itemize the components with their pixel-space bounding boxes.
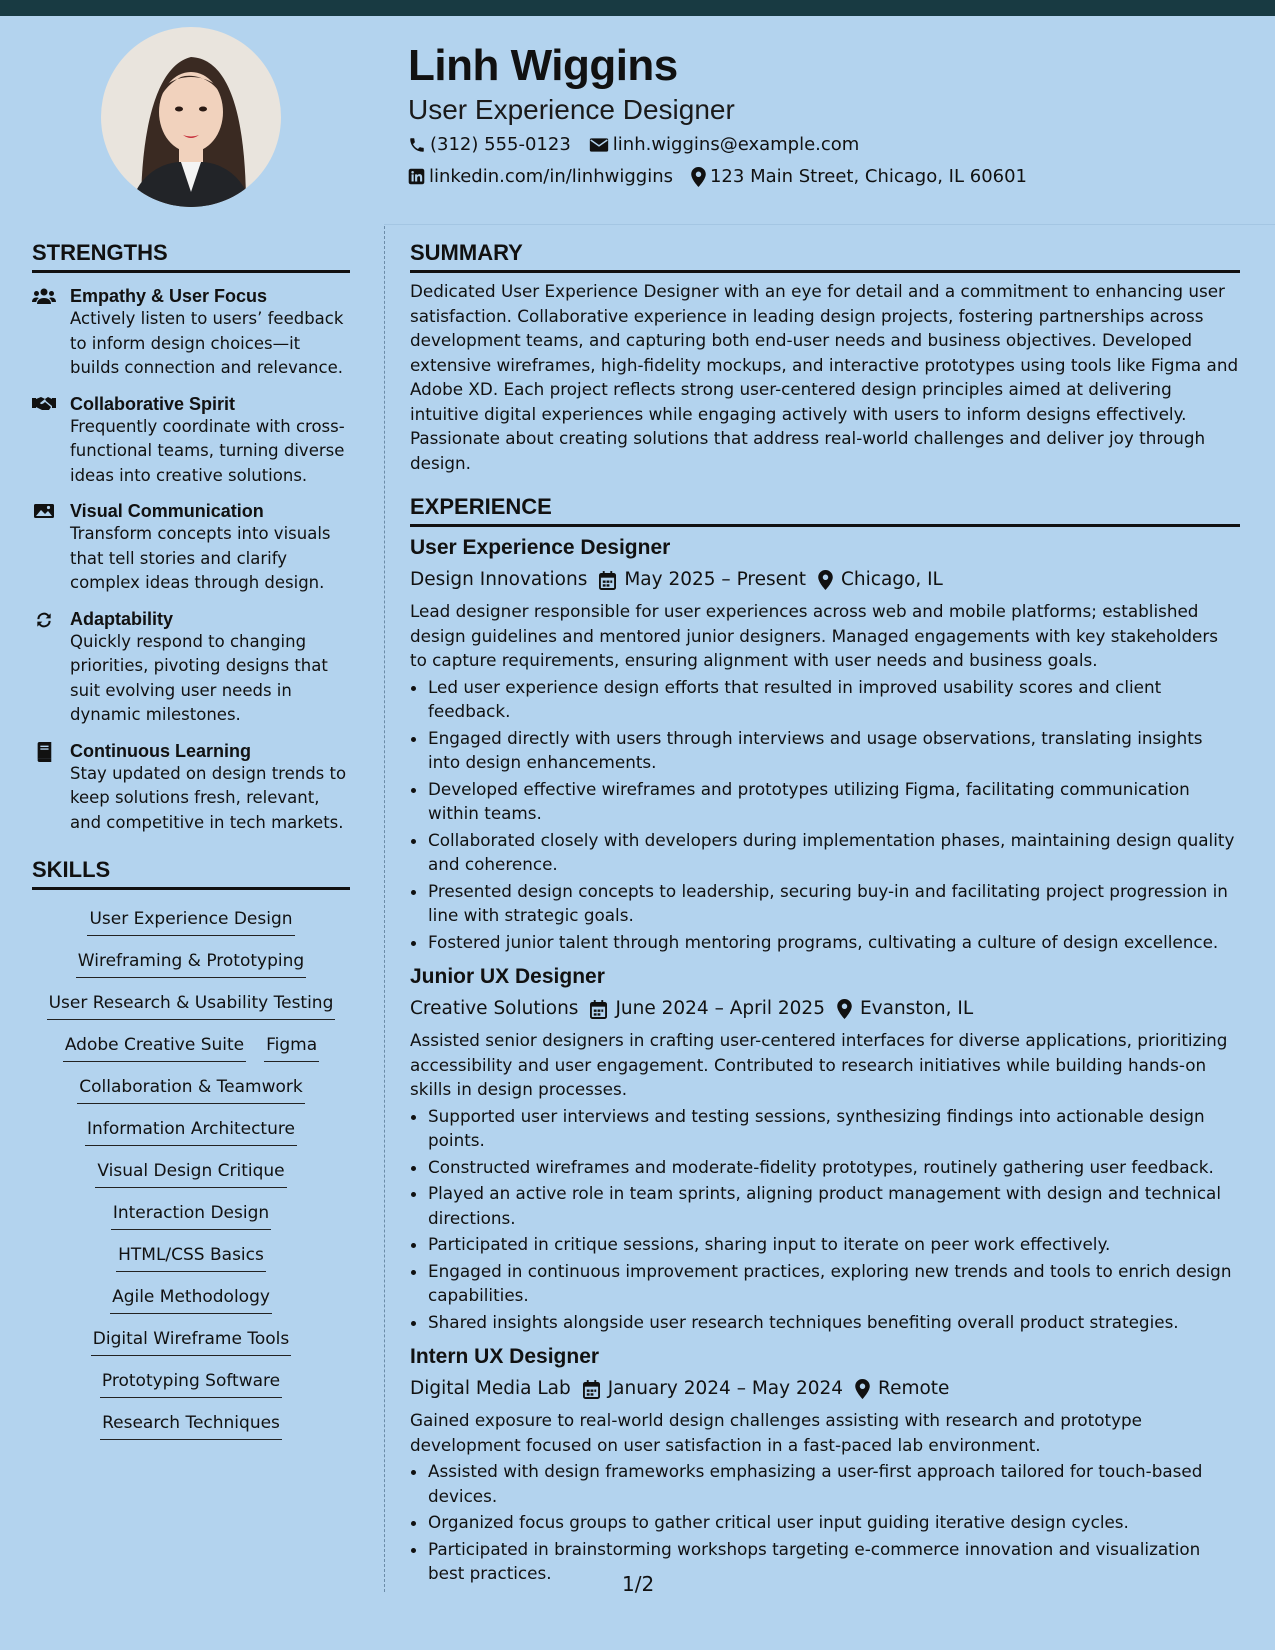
bullet-item: • Presented design concepts to leadership, securing buy-in and facilitating project progression in line with strategic goals. [428, 879, 1240, 928]
calendar-icon [590, 1000, 607, 1019]
bullet-item: • Played an active role in team sprints, aligning product management with design and technical directions. [428, 1181, 1240, 1230]
skill-tag: Research Techniques [100, 1408, 282, 1440]
calendar-icon [583, 1380, 600, 1399]
skill-tag: Interaction Design [111, 1198, 271, 1230]
job-entry [410, 1344, 1240, 1586]
address-text: 123 Main Street, Chicago, IL 60601 [709, 166, 1027, 187]
job-description: Assisted senior designers in crafting user-centered interfaces for diverse applications, prioritizing accessibility and user engagement. Contributed to research initiatives while building hands-on skills in design processes. [410, 1030, 1228, 1099]
profile-photo [101, 27, 281, 207]
skill-tag: Prototyping Software [100, 1366, 282, 1398]
skills-list [32, 894, 350, 1440]
skill-tag: Adobe Creative Suite [63, 1030, 246, 1062]
map-pin-icon [855, 1379, 870, 1399]
email-text: linh.wiggins@example.com [612, 134, 860, 155]
image-icon [32, 502, 56, 522]
linkedin-text: linkedin.com/in/linhwiggins [429, 166, 673, 187]
job-bullets [410, 1459, 1240, 1586]
job-location: Chicago, IL [840, 569, 943, 590]
strength-desc: Quickly respond to changing priorities, pivoting designs that suit evolving user needs in dynamic milestones. [70, 631, 328, 724]
strength-title: Collaborative Spirit [70, 393, 236, 414]
job-dates: May 2025 – Present [624, 569, 806, 590]
job-bullets [410, 1104, 1240, 1335]
candidate-role: User Experience Designer [408, 94, 735, 125]
map-pin-icon [818, 570, 833, 590]
phone-text: (312) 555-0123 [430, 134, 571, 155]
map-pin-icon [837, 999, 852, 1019]
bullet-item: • Organized focus groups to gather critical user input guiding iterative design cycles. [428, 1510, 1240, 1535]
bullet-item: • Assisted with design frameworks emphasizing a user-first approach tailored for touch-based devices. [428, 1459, 1240, 1508]
linkedin-contact[interactable] [408, 166, 673, 187]
bullet-item: • Participated in critique sessions, sharing input to iterate on peer work effectively. [428, 1232, 1240, 1257]
strength-item [32, 740, 350, 836]
calendar-icon [599, 571, 616, 590]
top-bar [0, 0, 1275, 16]
bullet-item: • Participated in brainstorming workshops targeting e-commerce innovation and visualization best practices. [428, 1537, 1240, 1586]
job-title: Intern UX Designer [410, 1345, 600, 1368]
phone-icon [408, 136, 426, 154]
left-column [32, 240, 350, 1440]
bullet-item: • Shared insights alongside user research techniques benefiting overall product strategies. [428, 1310, 1240, 1335]
linkedin-icon [408, 168, 425, 185]
strength-item [32, 500, 350, 596]
skill-tag: Digital Wireframe Tools [91, 1324, 291, 1356]
column-divider [384, 226, 385, 1592]
skill-tag: Collaboration & Teamwork [77, 1072, 304, 1104]
job-company: Design Innovations [410, 569, 588, 590]
bullet-item: • Fostered junior talent through mentoring programs, cultivating a culture of design excellence. [428, 930, 1240, 955]
header-separator [384, 224, 1275, 225]
job-location: Evanston, IL [859, 998, 974, 1019]
sync-icon [32, 610, 56, 630]
job-description: Lead designer responsible for user experiences across web and mobile platforms; established design guidelines and mentored junior designers. Managed engagements with key stakeholders to capture requirements, ensuring alignment with user needs and business goals. [410, 601, 1218, 670]
summary-heading: SUMMARY [410, 240, 1240, 273]
experience-heading: EXPERIENCE [410, 494, 1240, 527]
job-title: Junior UX Designer [410, 965, 605, 988]
skill-tag: Agile Methodology [110, 1282, 272, 1314]
bullet-item: • Constructed wireframes and moderate-fidelity prototypes, routinely gathering user feedback. [428, 1155, 1240, 1180]
strength-desc: Transform concepts into visuals that tell stories and clarify complex ideas through design. [70, 524, 331, 592]
skill-tag: User Research & Usability Testing [47, 988, 336, 1020]
job-meta [410, 567, 1240, 593]
address-contact [691, 166, 1027, 187]
contact-row-1 [408, 134, 877, 155]
strength-title: Empathy & User Focus [70, 286, 268, 306]
job-bullets [410, 675, 1240, 955]
page-number: 1/2 [622, 1572, 655, 1596]
candidate-name: Linh Wiggins [408, 41, 678, 90]
bullet-item: • Supported user interviews and testing sessions, synthesizing findings into actionable design points. [428, 1104, 1240, 1153]
bullet-item: • Led user experience design efforts that resulted in improved usability scores and client feedback. [428, 675, 1240, 724]
strength-title: Continuous Learning [70, 740, 251, 761]
strength-desc: Stay updated on design trends to keep solutions fresh, relevant, and competitive in tech markets. [70, 763, 347, 832]
strength-desc: Actively listen to users’ feedback to inform design choices—it builds connection and relevance. [70, 309, 344, 377]
strength-item [32, 608, 350, 728]
job-meta [410, 1376, 1240, 1402]
strengths-heading: STRENGTHS [32, 240, 350, 273]
job-location: Remote [878, 1378, 950, 1399]
strength-desc: Frequently coordinate with cross-functional teams, turning diverse ideas into creative solutions. [70, 416, 345, 485]
bullet-item: • Engaged directly with users through interviews and usage observations, translating insights into design enhancements. [428, 726, 1240, 775]
skill-tag: Information Architecture [85, 1114, 297, 1146]
job-description: Gained exposure to real-world design challenges assisting with research and prototype development focused on user satisfaction in a fast-paced lab environment. [410, 1410, 1143, 1455]
envelope-icon [589, 137, 609, 153]
job-title: User Experience Designer [410, 536, 671, 559]
contact-row-2 [408, 166, 1045, 187]
job-dates: January 2024 – May 2024 [607, 1378, 844, 1399]
skill-tag: Visual Design Critique [95, 1156, 286, 1188]
book-icon [32, 742, 56, 762]
strength-title: Adaptability [70, 608, 174, 629]
job-entry [410, 964, 1240, 1334]
job-company: Creative Solutions [410, 998, 579, 1019]
strength-title: Visual Communication [70, 501, 264, 521]
skill-tag: Wireframing & Prototyping [76, 946, 306, 978]
skill-tag: Figma [264, 1030, 319, 1062]
bullet-item: • Collaborated closely with developers during implementation phases, maintaining design quality and coherence. [428, 828, 1240, 877]
skill-tag: HTML/CSS Basics [116, 1240, 266, 1272]
job-dates: June 2024 – April 2025 [615, 998, 825, 1019]
phone-contact [408, 134, 571, 155]
users-icon [32, 287, 56, 307]
job-company: Digital Media Lab [410, 1378, 571, 1399]
skills-heading: SKILLS [32, 857, 350, 890]
right-column [410, 240, 1240, 1586]
map-pin-icon [691, 167, 706, 187]
email-contact[interactable] [589, 134, 860, 155]
job-meta [410, 996, 1240, 1022]
summary-text: Dedicated User Experience Designer with an eye for detail and a commitment to enhancing user satisfaction. Collaborative experience in leading design projects, fostering partnerships across development teams, and capturing both end-user needs and business objectives. Developed extensive wireframes, high-fidelity mockups, and interactive prototypes using tools like Figma and Adobe XD. Each project reflects strong user-centered design principles aimed at delivering intuitive digital experiences while engaging actively with users to inform designs effectively. Passionate about creating solutions that address real-world challenges and deliver joy through design. [410, 281, 1239, 473]
skill-tag: User Experience Design [87, 904, 294, 936]
bullet-item: • Engaged in continuous improvement practices, exploring new trends and tools to enrich design capabilities. [428, 1259, 1240, 1308]
strength-item [32, 393, 350, 489]
strength-item [32, 285, 350, 381]
job-entry [410, 535, 1240, 954]
handshake-icon [32, 395, 56, 415]
bullet-item: • Developed effective wireframes and prototypes utilizing Figma, facilitating communication within teams. [428, 777, 1240, 826]
